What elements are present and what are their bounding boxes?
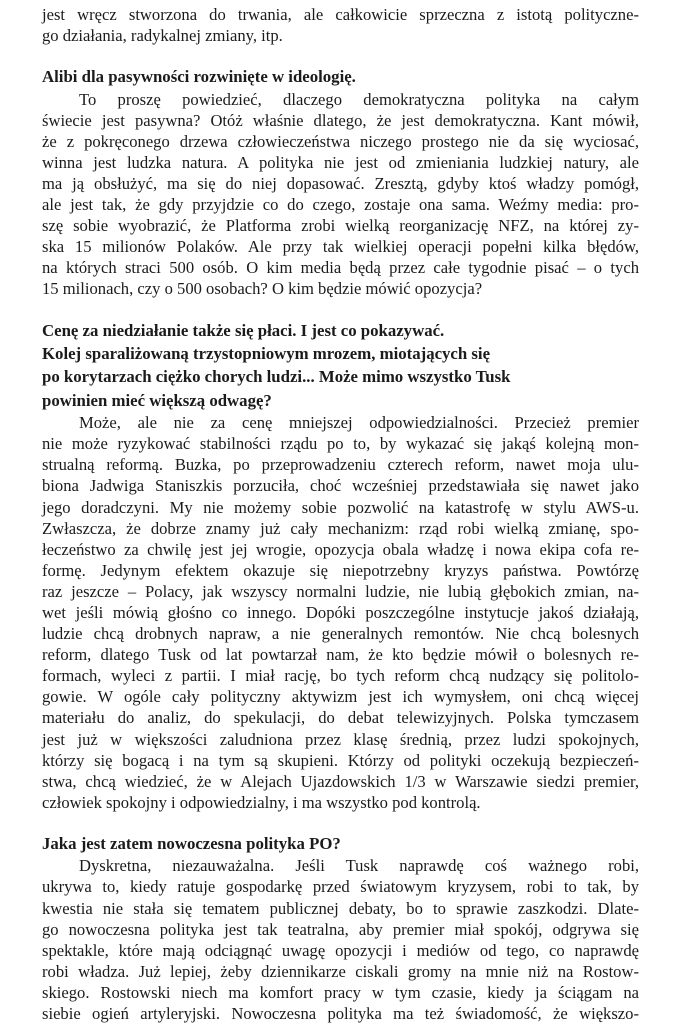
text-line: powinien mieć większą odwagę?	[42, 390, 272, 410]
text-line: siebie ogień artyleryjski. Nowoczesna polityka ma też świadomość, że większo-	[42, 1004, 639, 1023]
text-line: biona Jadwiga Staniszkis porzuciła, choć wcześniej przedstawiała się nawet jako	[42, 476, 639, 496]
text-line: jest wręcz stworzona do trwania, ale całkowicie sprzeczna z istotą polityczne-	[42, 5, 639, 24]
interview-question	[42, 832, 639, 855]
text-line: reform, dlatego Tusk od lat powtarzał nam, że kto będzie mówił o bolesnych re-	[42, 645, 639, 665]
interview-question	[42, 65, 639, 88]
text-line: ukrywa to, kiedy ratuje gospodarkę przed światowym kryzysem, robi to tak, by	[42, 877, 639, 897]
text-line: winna jest ludzka natura. A polityka nie jest od zmieniania ludzkiej natury, ale	[42, 152, 639, 172]
text-line: raz jeszcze – Polacy, jak wszyscy normalni ludzie, nie lubią głębokich zmian, na-	[42, 581, 639, 601]
text-line: człowiek spokojny i odpowiedzialny, i ma wszystko pod kontrolą.	[42, 792, 481, 812]
text-line: Jaka jest zatem nowoczesna polityka PO?	[42, 833, 341, 853]
text-line: ale jest tak, że gdy przyjdzie co do czego, zostaje ona sama. Weźmy media: pro-	[42, 195, 639, 215]
interview-answer	[42, 89, 639, 300]
text-line: gowie. W ogóle cały polityczny aktywizm jest ich wymysłem, oni chcą więcej	[42, 687, 639, 707]
text-line: spektakle, które mają odciągnąć uwagę opozycji i mediów od tego, co naprawdę	[42, 940, 639, 960]
text-line: nie może ryzykować stabilności rządu po to, by wykazać się jakąś kolejną mon-	[42, 434, 639, 454]
text-line: jego doradczyni. My nie możemy sobie pozwolić na katastrofę w stylu AWS-u.	[42, 497, 639, 517]
text-line: stwa, chcą wiedzieć, że w Alejach Ujazdowskich 1/3 w Warszawie siedzi premier,	[42, 771, 639, 791]
text-line: formach, wyleci z partii. I miał rację, bo tych reform chcą nudzący się politolo-	[42, 666, 639, 686]
text-line: ska 15 milionów Polaków. Ale przy tak wielkiej operacji popełni kilka błędów,	[42, 237, 639, 257]
text-line: świecie jest pasywna? Otóż właśnie dlatego, że jest demokratyczna. Kant mówił,	[42, 110, 639, 130]
interview-answer	[42, 412, 639, 813]
text-line: Alibi dla pasywności rozwinięte w ideologię.	[42, 67, 356, 87]
text-line: po korytarzach ciężko chorych ludzi... Może mimo wszystko Tusk	[42, 367, 511, 387]
text-line: ma ją obsłużyć, ma się do niej dopasować. Zresztą, gdyby ktoś władzy pomógł,	[42, 173, 639, 193]
text-line: formę. Jedynym efektem okazuje się niepotrzebny kryzys państwa. Powtórzę	[42, 560, 639, 580]
text-line: Cenę za niedziałanie także się płaci. I jest co pokazywać.	[42, 320, 445, 340]
text-line: Kolej sparaliżowaną trzystopniowym mrozem, miotających się	[42, 343, 491, 363]
text-line: 15 milionach, czy o 500 osobach? O kim będzie mówić opozycja?	[42, 279, 483, 299]
text-line: że z pokręconego drzewa człowieczeństwa niczego prostego nie da się wyciosać,	[42, 131, 639, 151]
text-line: go działania, radykalnej zmiany, itp.	[42, 26, 283, 46]
text-line: łeczeństwo za chwilę jest jej wrogie, opozycja obala władzę i nowa ekipa cofa re-	[42, 539, 639, 559]
text-line: To proszę powiedzieć, dlaczego demokratyczna polityka na całym	[79, 89, 639, 109]
text-line: strualną reformą. Buzka, po przeprowadzeniu czterech reform, nawet moja ulu-	[42, 455, 639, 475]
paragraph-continuation	[42, 4, 639, 46]
text-column	[42, 4, 639, 1024]
text-line: go nowoczesna polityka jest tak teatralna, aby premier miał spokój, odgrywa się	[42, 919, 639, 939]
interview-question	[42, 319, 639, 413]
text-line: materiału do analiz, do spekulacji, do debat telewizyjnych. Polska tymczasem	[42, 708, 639, 728]
text-line: kwestia nie stała się tematem publicznej debaty, bo to sprawie zaszkodzi. Dlate-	[42, 898, 639, 918]
text-line: ludzie chcą drobnych napraw, a nie generalnych remontów. Nie chcą bolesnych	[42, 624, 639, 644]
text-line: robi władza. Już lepiej, żeby dziennikarze ciskali gromy na mnie niż na Rostow-	[42, 961, 639, 981]
text-line: skiego. Rostowski niech ma komfort pracy w tym czasie, kiedy ja ściągam na	[42, 982, 639, 1002]
text-line: wet jeśli mówią głośno co innego. Dopóki poszczególne instytucje jakoś działają,	[42, 603, 639, 622]
text-line: którzy się bogacą i na tym są skupieni. Którzy od polityki oczekują bezpieczeń-	[42, 750, 639, 770]
text-line: szę sobie wyobrazić, że Platforma zrobi wielką reorganizację NFZ, na której zy-	[42, 216, 639, 236]
text-line: jest już w większości zaludniona przez klasę średnią, przez ludzi spokojnych,	[42, 729, 639, 749]
text-line: na których straci 500 osób. O kim media będą przez całe tygodnie pisać – o tych	[42, 258, 639, 278]
text-line: Dyskretna, niezauważalna. Jeśli Tusk naprawdę coś ważnego robi,	[79, 856, 639, 876]
interview-answer	[42, 855, 639, 1024]
text-line: Zwłaszcza, że dobrze znamy już cały mechanizm: rząd robi wielką zmianę, spo-	[42, 518, 639, 538]
text-line: Może, ale nie za cenę mniejszej odpowiedzialności. Przecież premier	[79, 413, 639, 433]
